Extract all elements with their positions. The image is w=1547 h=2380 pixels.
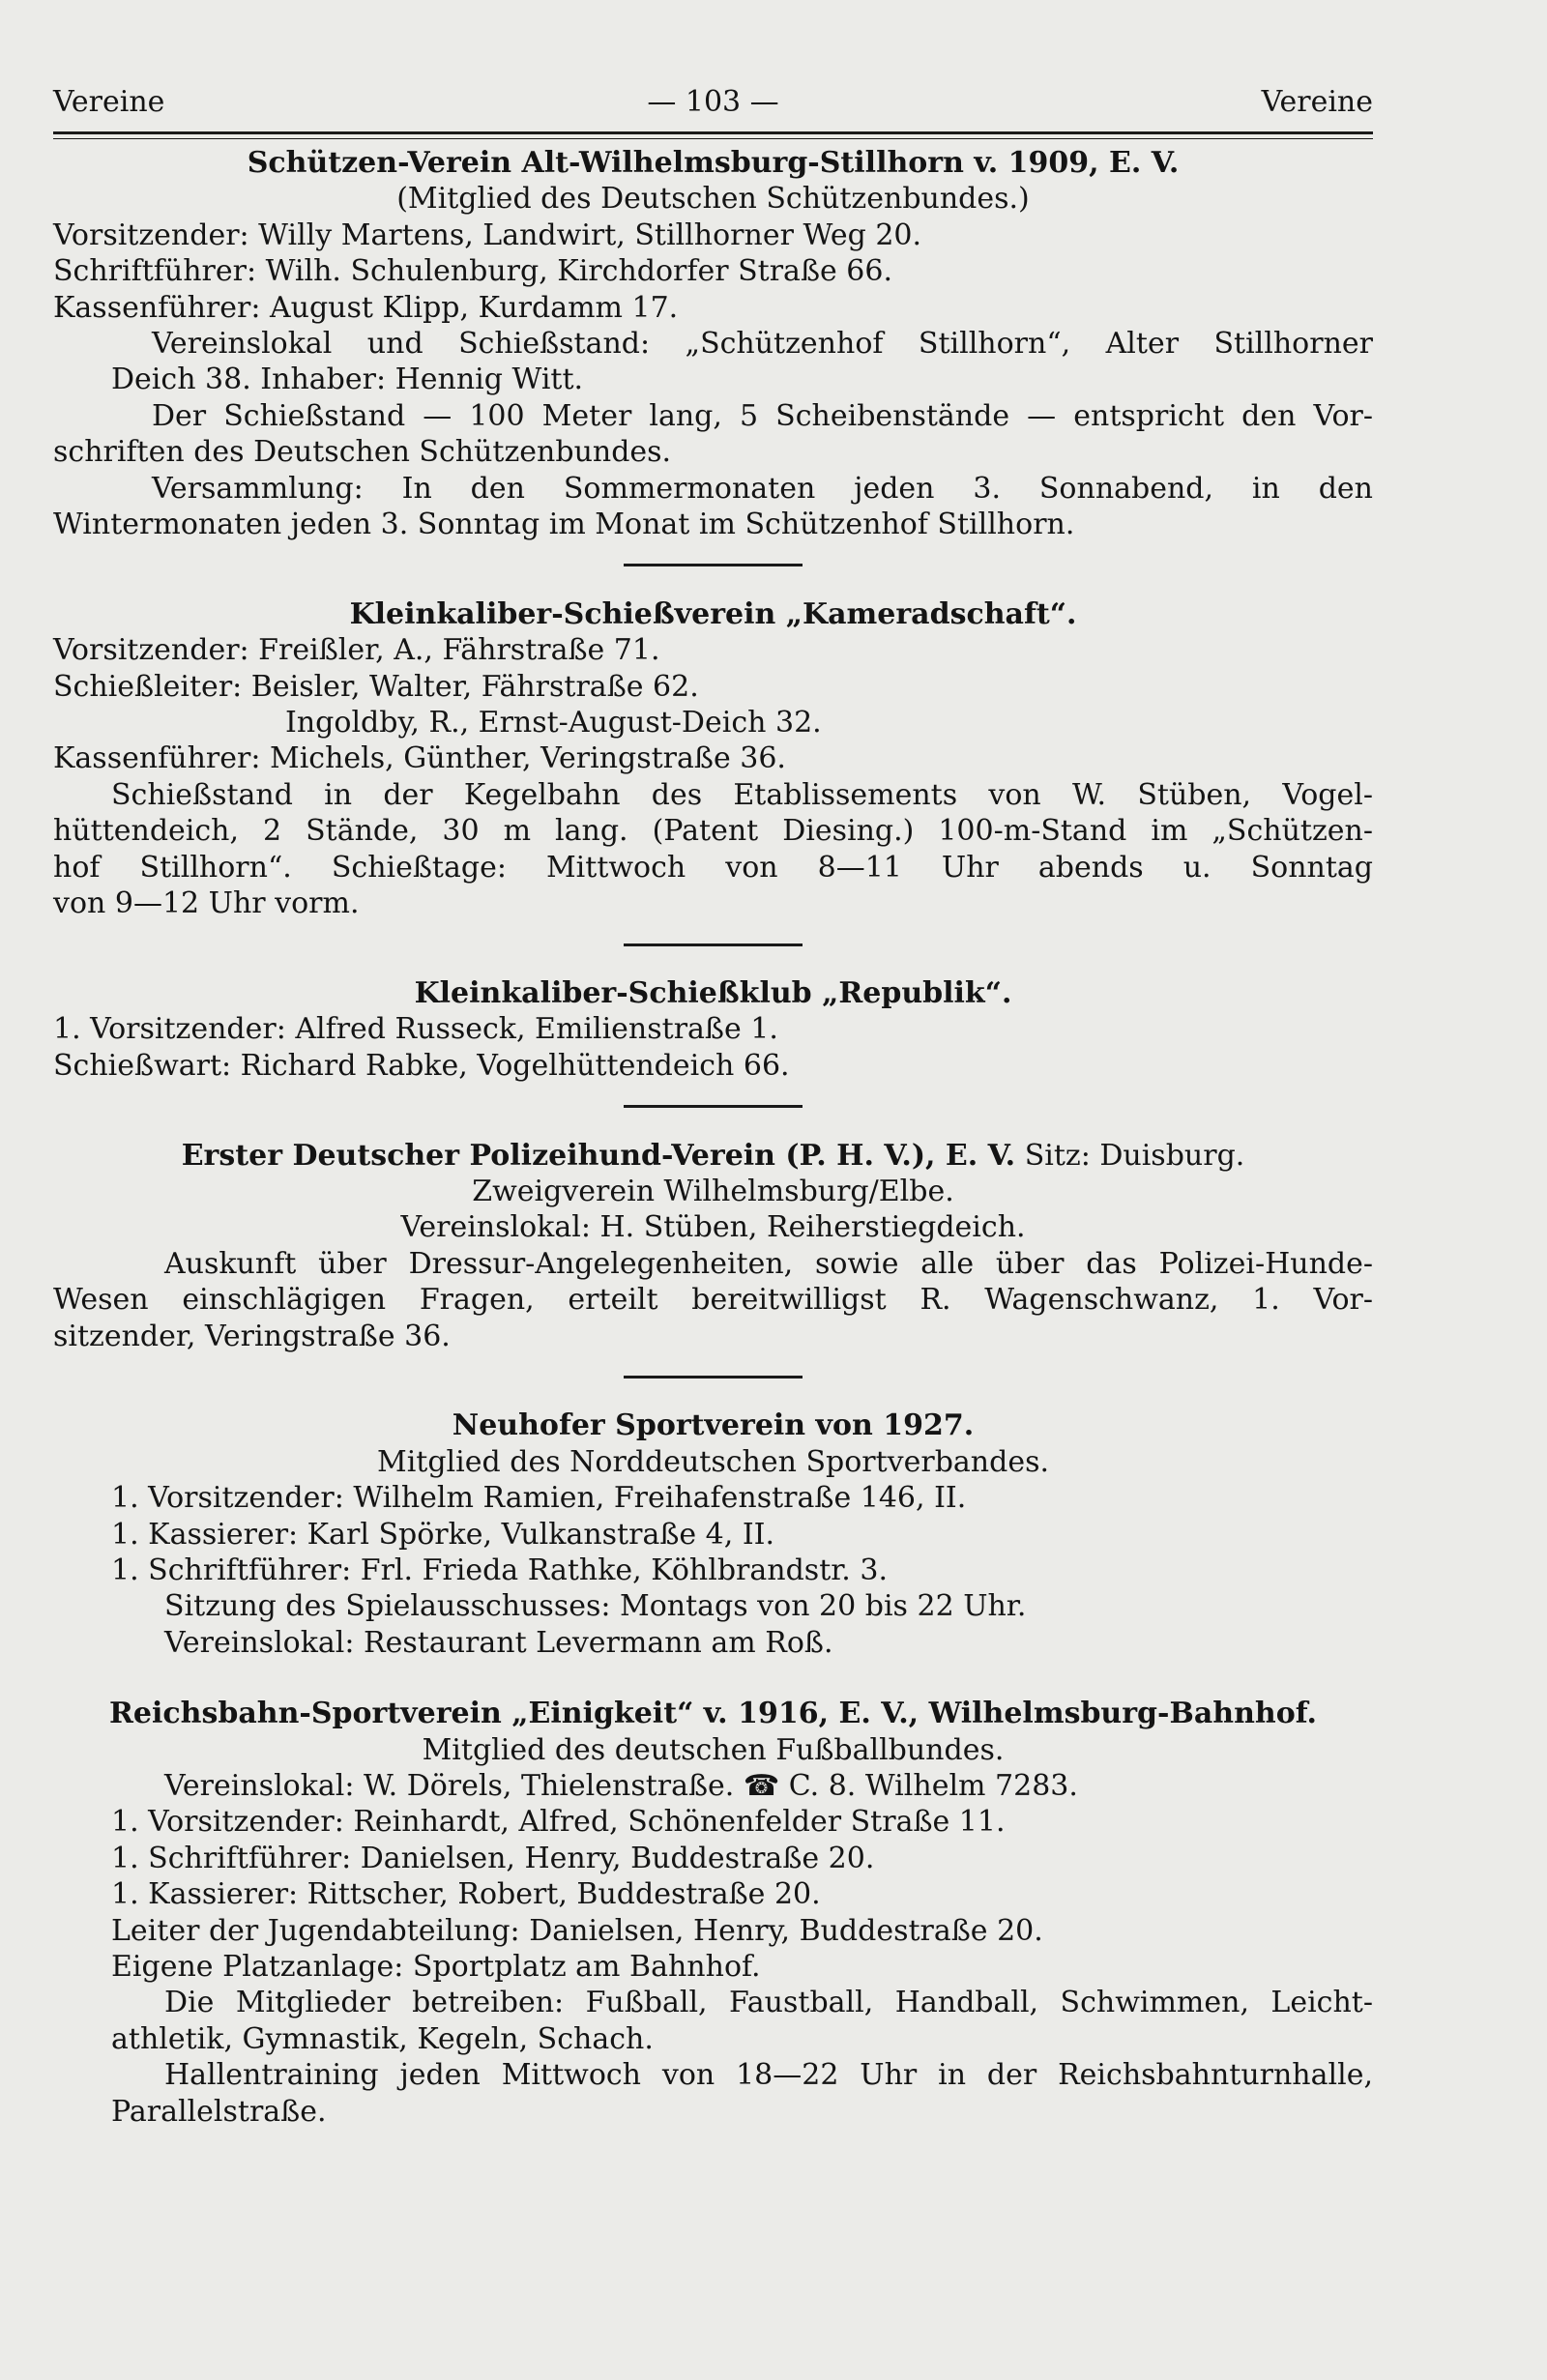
- text-line: schriften des Deutschen Schützenbundes.: [53, 435, 672, 470]
- text-line: Vereinslokal: Restaurant Levermann am Roß.: [164, 1625, 833, 1660]
- section-divider: [624, 922, 803, 958]
- section-subtitle: Zweigverein Wilhelmsburg/Elbe.: [472, 1174, 954, 1208]
- section-title: Kleinkaliber-Schießverein „Kameradschaft“.: [349, 596, 1077, 631]
- text-line: 1. Schriftführer: Frl. Frieda Rathke, Köhlbrandstr. 3.: [111, 1553, 888, 1587]
- text-line: Wesen einschlägigen Fragen, erteilt bereitwilligst R. Wagenschwanz, 1. Vor-: [53, 1283, 1373, 1318]
- section-title: Schützen-Verein Alt-Wilhelmsburg-Stillhorn v. 1909, E. V.: [247, 146, 1180, 180]
- text-line: Der Schießstand — 100 Meter lang, 5 Scheibenstände — entspricht den Vor-: [152, 398, 1373, 433]
- section-divider: [624, 1084, 803, 1119]
- text-line: Leiter der Jugendabteilung: Danielsen, Henry, Buddestraße 20.: [111, 1913, 1043, 1948]
- text-line: Vorsitzender: Freißler, A., Fährstraße 71.: [53, 633, 660, 668]
- text-line: Schießleiter: Beisler, Walter, Fährstraße 62.: [53, 669, 699, 704]
- section-divider: [624, 542, 803, 578]
- text-line: Schießwart: Richard Rabke, Vogelhüttendeich 66.: [53, 1048, 790, 1083]
- section-subtitle: Mitglied des deutschen Fußballbundes.: [422, 1732, 1005, 1767]
- text-line: Vorsitzender: Willy Martens, Landwirt, Stillhorner Weg 20.: [53, 218, 922, 252]
- text-line: Kassenführer: Michels, Günther, Veringstraße 36.: [53, 741, 786, 776]
- text-line: Hallentraining jeden Mittwoch von 18—22 Uhr in der Reichsbahnturnhalle,: [164, 2058, 1373, 2093]
- text-line: Die Mitglieder betreiben: Fußball, Faustball, Handball, Schwimmen, Leicht-: [164, 1986, 1373, 2020]
- text-line: Ingoldby, R., Ernst-August-Deich 32.: [285, 706, 822, 740]
- text-line: Wintermonaten jeden 3. Sonntag im Monat im Schützenhof Stillhorn.: [53, 508, 1075, 542]
- text-line: Vereinslokal: H. Stüben, Reiherstiegdeich.: [400, 1210, 1026, 1245]
- section-title-tail: Sitz: Duisburg.: [1024, 1138, 1245, 1173]
- text-line: Sitzung des Spielausschusses: Montags von 20 bis 22 Uhr.: [164, 1589, 1027, 1624]
- text-line: Auskunft über Dressur-Angelegenheiten, sowie alle über das Polizei-Hunde-: [164, 1246, 1373, 1281]
- text-line: 1. Vorsitzender: Alfred Russeck, Emilienstraße 1.: [53, 1012, 778, 1047]
- section-title: Kleinkaliber-Schießklub „Republik“.: [414, 975, 1012, 1010]
- section-subtitle: (Mitglied des Deutschen Schützenbundes.): [396, 182, 1030, 217]
- text-line: 1. Vorsitzender: Reinhardt, Alfred, Schönenfelder Straße 11.: [111, 1805, 1006, 1840]
- section-title-line: [53, 1138, 1373, 1174]
- text-line: Vereinslokal und Schießstand: „Schützenhof Stillhorn“, Alter Stillhorner: [152, 327, 1373, 362]
- text-line: 1. Kassierer: Rittscher, Robert, Buddestraße 20.: [111, 1877, 821, 1912]
- text-line: Parallelstraße.: [111, 2094, 327, 2129]
- text-line: von 9—12 Uhr vorm.: [53, 886, 360, 921]
- text-line: sitzender, Veringstraße 36.: [53, 1319, 451, 1353]
- text-line: 1. Schriftführer: Danielsen, Henry, Buddestraße 20.: [111, 1841, 875, 1875]
- text-line: Schriftführer: Wilh. Schulenburg, Kirchdorfer Straße 66.: [53, 254, 892, 289]
- text-line: 1. Kassierer: Karl Spörke, Vulkanstraße 4, II.: [111, 1517, 775, 1552]
- header-rule: [53, 131, 1373, 139]
- page-number: — 103 —: [647, 85, 779, 119]
- text-line: Schießstand in der Kegelbahn des Etablissements von W. Stüben, Vogel-: [111, 777, 1373, 812]
- section-title: Neuhofer Sportverein von 1927.: [452, 1408, 975, 1443]
- section-title: Reichsbahn-Sportverein „Einigkeit“ v. 1916, E. V., Wilhelmsburg-Bahnhof.: [108, 1697, 1317, 1731]
- text-line: 1. Vorsitzender: Wilhelm Ramien, Freihafenstraße 146, II.: [111, 1481, 967, 1516]
- text-line: hof Stillhorn“. Schießtage: Mittwoch von 8—11 Uhr abends u. Sonntag: [53, 850, 1373, 885]
- text-line: Eigene Platzanlage: Sportplatz am Bahnhof.: [111, 1950, 761, 1985]
- text-line: Vereinslokal: W. Dörels, Thielenstraße. ☎ C. 8. Wilhelm 7283.: [164, 1769, 1078, 1803]
- header-right: Vereine: [1261, 85, 1373, 119]
- page-header: [53, 85, 1373, 133]
- section-title: Erster Deutscher Polizeihund-Verein (P. H. V.), E. V.: [181, 1138, 1016, 1173]
- section-divider: [624, 1354, 803, 1390]
- section-subtitle: Mitglied des Norddeutschen Sportverbandes.: [376, 1444, 1050, 1479]
- text-line: Kassenführer: August Klipp, Kurdamm 17.: [53, 290, 679, 325]
- text-line: athletik, Gymnastik, Kegeln, Schach.: [111, 2021, 654, 2056]
- header-left: Vereine: [53, 85, 165, 119]
- page-content: [53, 145, 1373, 2130]
- text-line: Versammlung: In den Sommermonaten jeden 3. Sonnabend, in den: [152, 471, 1373, 506]
- text-line: hüttendeich, 2 Stände, 30 m lang. (Patent Diesing.) 100-m-Stand im „Schützen-: [53, 814, 1373, 849]
- text-line: Deich 38. Inhaber: Hennig Witt.: [111, 363, 584, 397]
